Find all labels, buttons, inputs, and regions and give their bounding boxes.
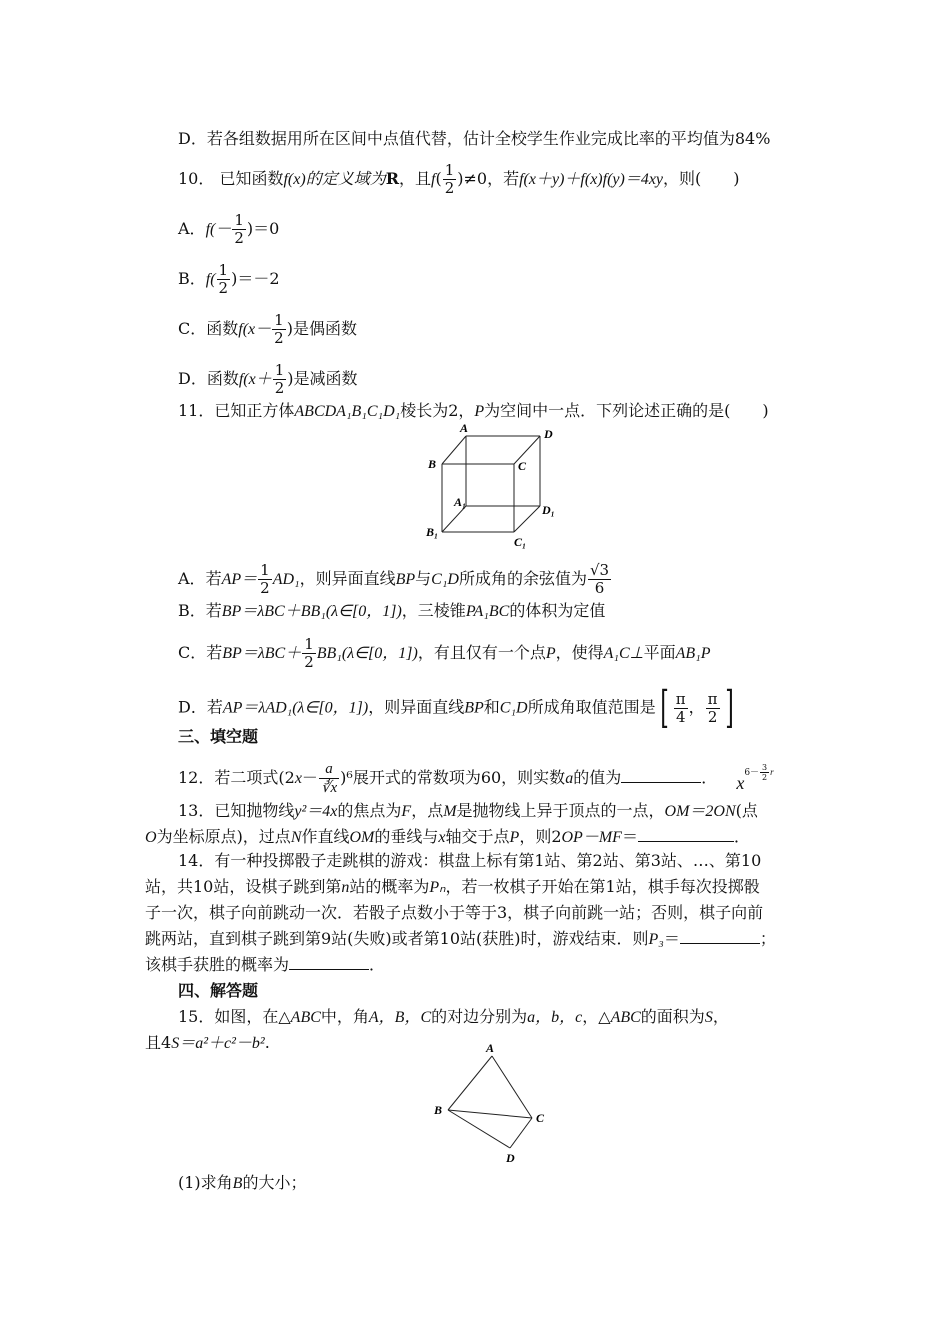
q13-answer-blank[interactable] [638, 827, 734, 842]
q10-number: 10． [178, 169, 215, 188]
q15-part1: (1)求角B的大小； [178, 1173, 307, 1192]
q14-line4: 跳两站，直到棋子跳到第9站(失败)或者第10站(获胜)时，游戏结束．则P₃＝ ； [145, 929, 776, 948]
q9-option-d [178, 128, 770, 150]
q12: 12．若二项式(2x－ $\frac{a}{∛x}$ )⁶展开式的常数项为60，则实数a的值为 ． $x^{6- \frac{3}{2} r}$ [178, 761, 774, 796]
q10-option-b: B．f( $\frac{1}{2}$ )＝－2 [178, 261, 280, 297]
label-d1: D₁ [542, 503, 555, 517]
q10-option-d: D．函数f(x＋ $\frac{1}{2}$ )是减函数 [178, 361, 358, 397]
q11-option-d: D．若AP＝λAD₁(λ∈[0，1])，则异面直线BP和C₁D所成角取值范围是[ $\frac{\pi}{4}$ ， $\frac{\pi}{2}$ ] [178, 682, 734, 733]
q10-stem: 10． 已知函数f(x)的定义域为R，且f( $\frac{1}{2}$ )≠0，若f(x＋y)＋f(x)f(y)＝4xy，则( ) [178, 161, 740, 197]
q14-p3-blank[interactable] [680, 929, 760, 944]
q12-note: $x^{6- \frac{3}{2} r}$ [736, 763, 774, 793]
left-bracket-icon: [ [659, 682, 669, 733]
q10-stem-c: ，且 [399, 169, 432, 188]
q12-answer-blank[interactable] [621, 768, 701, 783]
side-ab [448, 1056, 492, 1110]
q10-stem-a: 已知函数 [219, 169, 284, 188]
side-bd [448, 1110, 510, 1148]
side-bc [448, 1110, 532, 1118]
q9-option-d-text: D．若各组数据用所在区间中点值代替，估计全校学生作业完成比率的平均值为84% [178, 129, 771, 148]
q10-stem-b: f(x)的定义域为 [283, 171, 386, 188]
side-cd [510, 1118, 532, 1148]
q14-line2: 站，共10站，设棋子跳到第n站的概率为Pₙ，若一枚棋子开始在第1站，棋手每次投掷骰 [145, 877, 760, 896]
q11-cube-name: ABCDA₁B₁C₁D₁ [294, 403, 401, 420]
label-a: A [486, 1041, 495, 1055]
section-4-heading: 四、解答题 [178, 981, 259, 1000]
frac-sqrt3-6: $\frac{√3}{6}$ [589, 561, 610, 597]
q10-stem-e: f(x＋y)＋f(x)f(y)＝4xy [519, 171, 664, 188]
q11-option-a: A．若AP＝ $\frac{1}{2}$ AD₁，则异面直线BP与C₁D所成角的余弦值为 $\frac{√3}{6}$ [178, 561, 610, 597]
q13-line1: 13．已知抛物线y²＝4x的焦点为F，点M是抛物线上异于顶点的一点，OM＝2ON(点 [178, 801, 758, 820]
label-d: D [506, 1151, 515, 1165]
q11-option-b: B．若BP＝λBC＋BB₁(λ∈[0，1])，三棱锥PA₁BC的体积为定值 [178, 601, 606, 620]
q10-stem-d: ≠0，若 [463, 169, 520, 188]
label-a: A [460, 421, 469, 435]
edge-b1a1 [442, 506, 466, 532]
edge-ba [442, 436, 466, 464]
q14-line1: 14．有一种投掷骰子走跳棋的游戏：棋盘上标有第1站、第2站、第3站、…、第10 [178, 851, 762, 870]
q15-line2: 且4S＝a²＋c²－b². [145, 1033, 270, 1052]
label-b: B [434, 1103, 443, 1117]
side-ac [492, 1056, 532, 1118]
label-a1: A₁ [454, 495, 467, 509]
q13-line2: O为坐标原点)，过点N作直线OM的垂线与x轴交于点P，则2OP－MF＝ ． [145, 827, 750, 846]
label-c: C [536, 1111, 545, 1125]
q10-option-a: A．f(－ $\frac{1}{2}$ )＝0 [178, 211, 280, 247]
label-d: D [544, 427, 553, 441]
q10-option-c: C．函数f(x－ $\frac{1}{2}$ )是偶函数 [178, 311, 357, 347]
q15-line1: 15．如图，在△ABC中，角A，B，C的对边分别为a，b，c，△ABC的面积为S， [178, 1007, 729, 1026]
q14-line3: 子一次，棋子向前跳动一次．若骰子点数小于等于3，棋子向前跳一站；否则，棋子向前 [145, 903, 764, 922]
right-bracket-icon: ] [724, 682, 734, 733]
cube-figure [420, 420, 560, 550]
label-c: C [518, 459, 527, 473]
label-b: B [428, 457, 437, 471]
q14-line5: 该棋手获胜的概率为 ． [145, 955, 386, 974]
q11-stem: 11．已知正方体ABCDA₁B₁C₁D₁棱长为2，P为空间中一点．下列论述正确的是( ) [178, 401, 769, 420]
q14-win-blank[interactable] [289, 955, 369, 970]
label-b1: B₁ [426, 525, 439, 539]
section-3-heading: 三、填空题 [178, 727, 259, 746]
q10-stem-r: R [385, 169, 399, 188]
q10-stem-f: ，则( ) [663, 169, 740, 188]
q11-option-c: C．若BP＝λBC＋ $\frac{1}{2}$ BB₁(λ∈[0，1])，有且仅有一个点P，使得A₁C⊥平面AB₁P [178, 635, 711, 671]
quadrilateral-figure [428, 1040, 558, 1170]
q10-frac-half: $\frac{1}{2}$ [444, 161, 455, 197]
edge-c1d1 [514, 506, 540, 532]
label-c1: C₁ [514, 535, 527, 549]
